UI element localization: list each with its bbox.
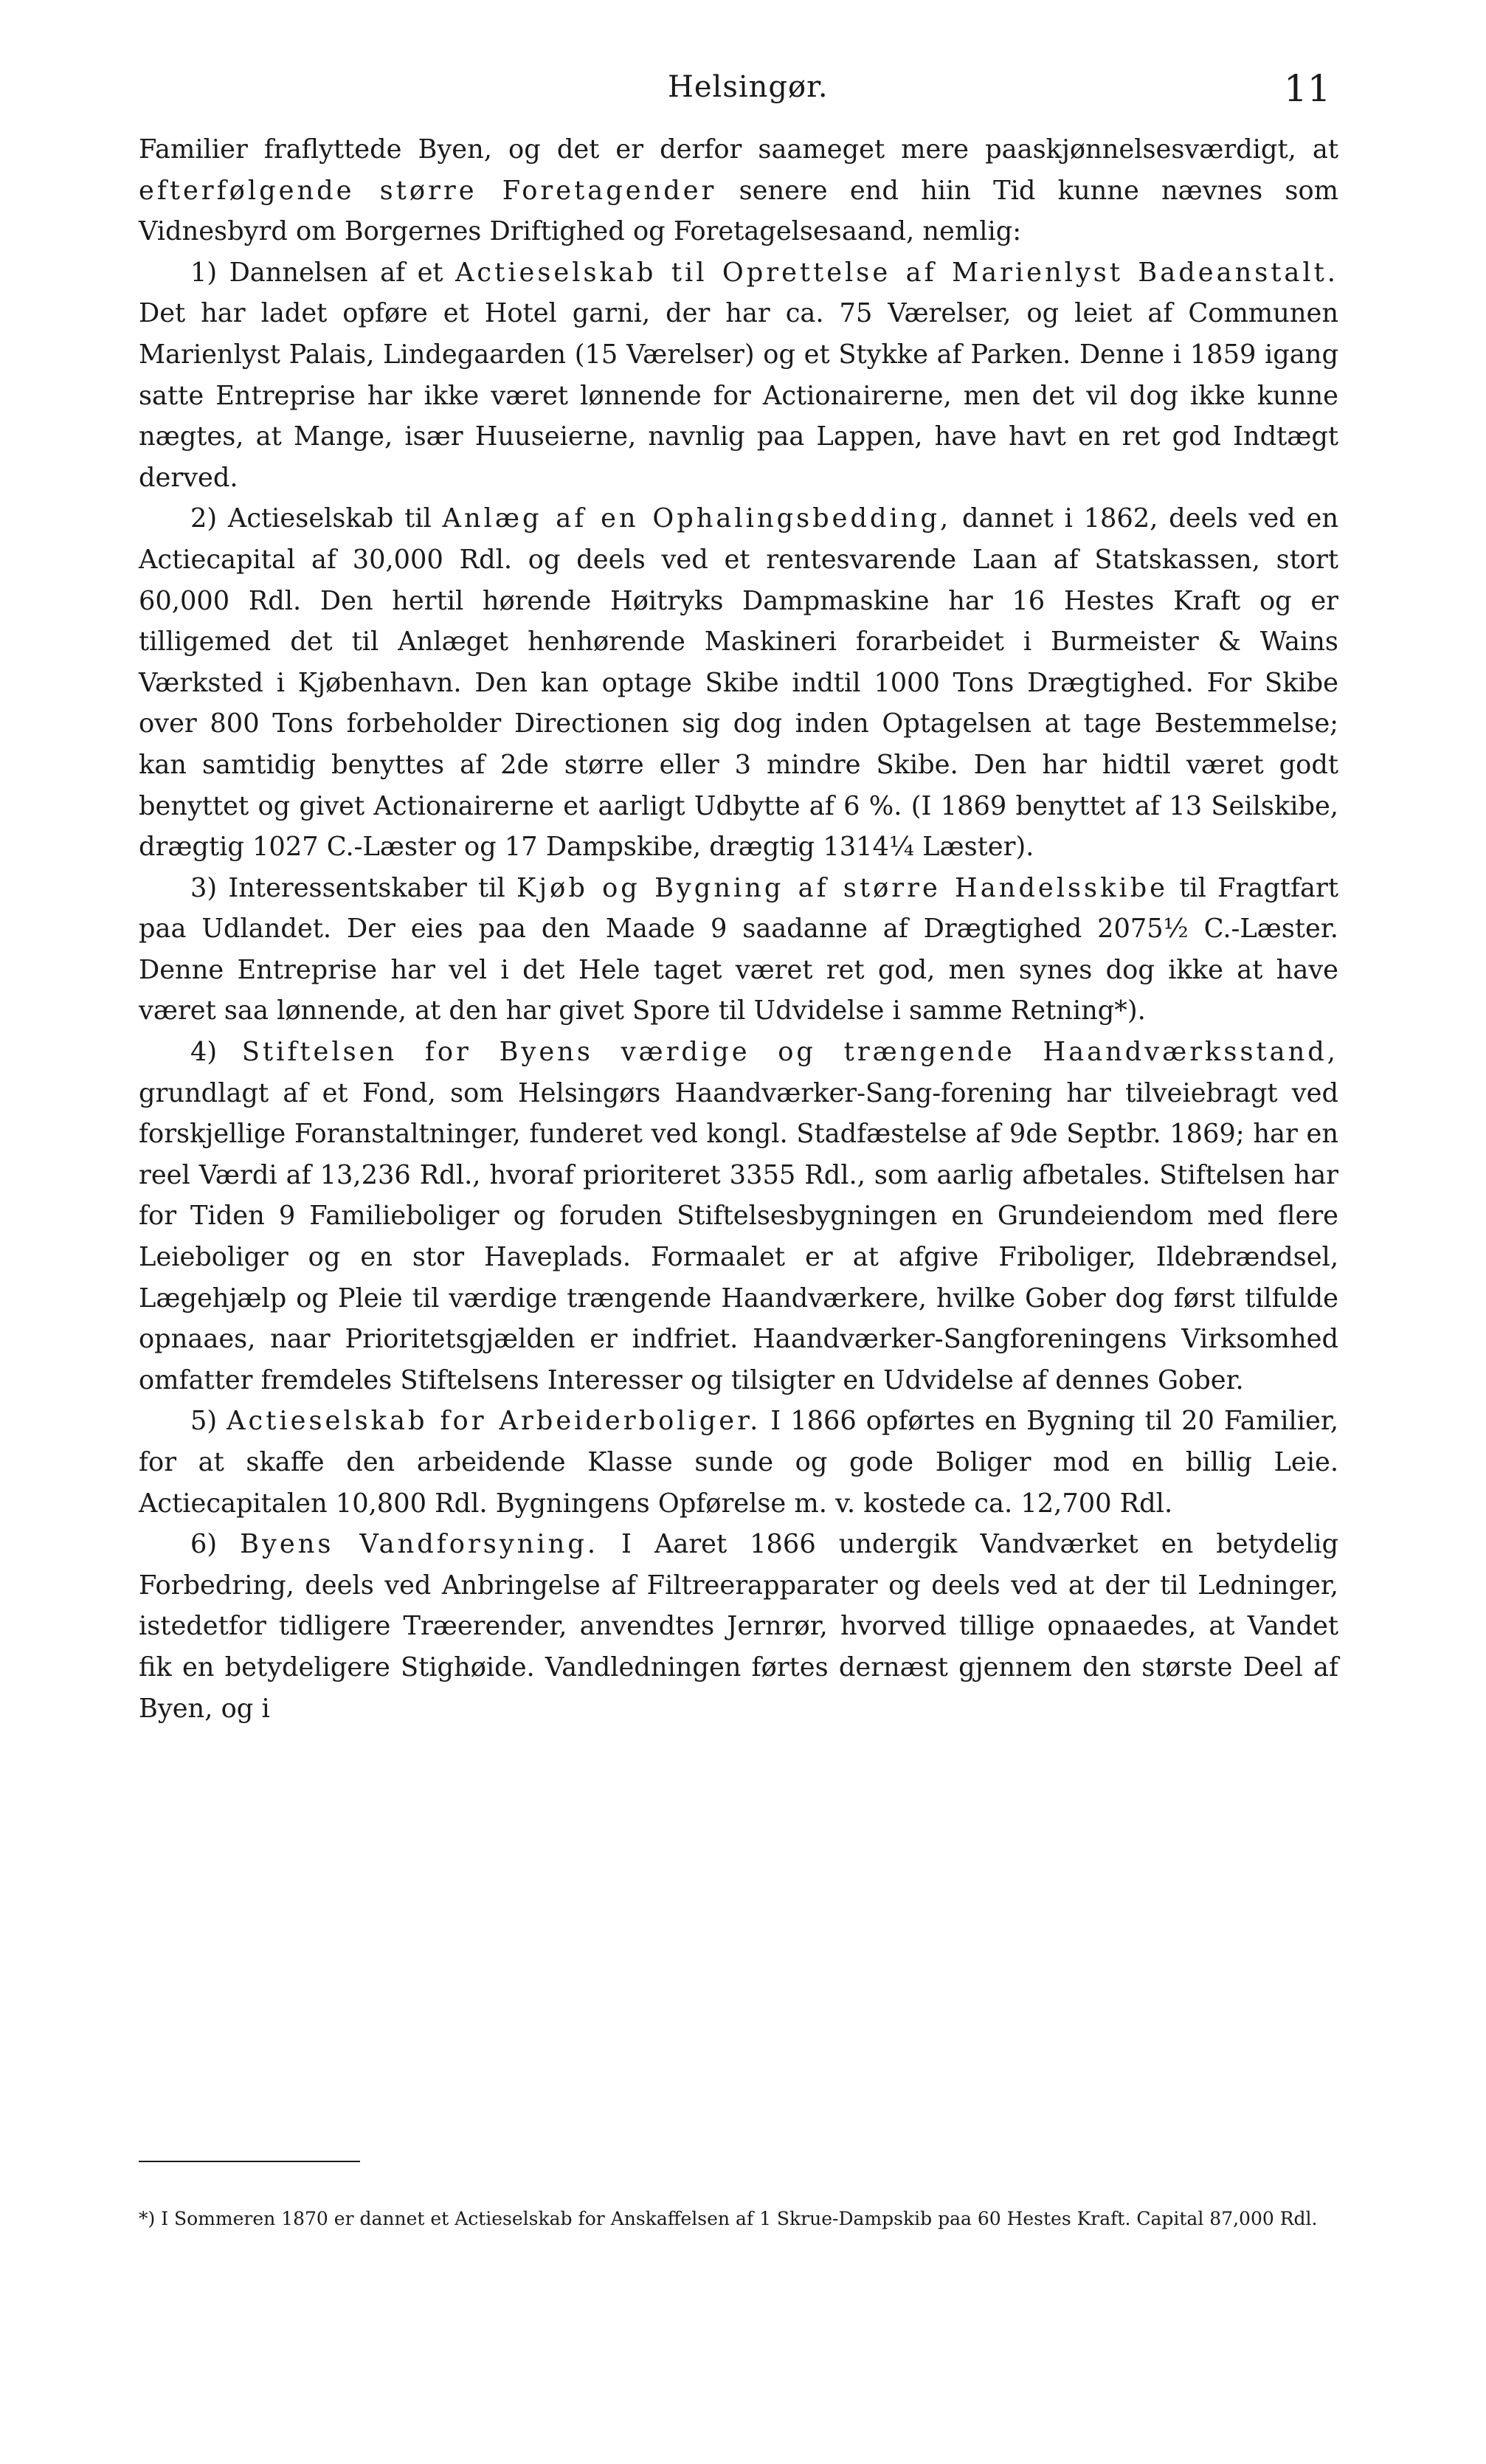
item-3-heading: Kjøb og Bygning af større Handelsskibe xyxy=(516,872,1168,903)
item-4-text: grundlagt af et Fond, som Helsingørs Haandværker-Sang-forening har tilveiebragt ved forskjellige Foranstaltninger, funderet ved kongl. Stadfæstelse af 9de Septbr. 1869; har en reel Værdi af 13,236 Rdl., hvoraf prioriteret 3355 Rdl., som aarlig afbetales. Stiftelsen har for Tiden 9 Familieboliger og foruden Stiftelsesbygningen en Grundeiendom med flere Leieboliger og en stor Haveplads. Formaalet er at afgive Friboliger, Ildebrændsel, Lægehjælp og Pleie til værdige trængende Haandværkere, hvilke Gober dog først tilfulde opnaaes, naar Prioritetsgjælden er indfriet. Haandværker-Sangforeningens Virksomhed omfatter fremdeles Stiftelsens Interesser og tilsigter en Udvidelse af dennes Gober. xyxy=(139,1077,1338,1395)
item-3-number: 3) Interessentskaber til xyxy=(190,872,516,903)
intro-text-end: senere end hiin Tid kunne nævnes som Vidnesbyrd om Borgernes Driftighed og Foretagelsesaand, nemlig: xyxy=(139,175,1338,247)
item-4-number: 4) xyxy=(190,1037,242,1068)
enterprise-item-2 xyxy=(139,498,1338,867)
intro-emphasis: efterfølgende større Foretagender xyxy=(139,175,717,206)
item-2-heading: Anlæg af en Ophalingsbedding, xyxy=(442,503,952,534)
enterprise-item-1 xyxy=(139,252,1338,499)
intro-paragraph xyxy=(139,129,1338,252)
page-number: 11 xyxy=(1284,67,1331,110)
enterprise-item-4 xyxy=(139,1032,1338,1401)
item-1-number: 1) Dannelsen af et xyxy=(190,257,456,288)
item-5-number: 5) xyxy=(190,1406,227,1437)
footnote-rule xyxy=(139,2161,360,2162)
enterprise-item-5 xyxy=(139,1401,1338,1524)
item-5-heading: Actieselskab for Arbeiderboliger. xyxy=(227,1406,761,1437)
item-6-number: 6) xyxy=(190,1529,241,1560)
item-4-heading: Stiftelsen for Byens værdige og trængende Haandværksstand, xyxy=(241,1037,1338,1068)
running-title: Helsingør. xyxy=(668,70,829,104)
running-head xyxy=(0,67,1486,114)
item-6-heading: Byens Vandforsyning. xyxy=(240,1529,599,1560)
intro-text: Familier fraflyttede Byen, og det er derfor saameget mere paaskjønnelsesværdigt, at xyxy=(139,134,1338,165)
enterprise-item-3 xyxy=(139,868,1338,1032)
item-1-heading: Actieselskab til Oprettelse af Marienlyst Badeanstalt. xyxy=(455,257,1338,288)
body-text xyxy=(139,129,1338,1729)
item-2-text: dannet i 1862, deels ved en Actiecapital af 30,000 Rdl. og deels ved et rentesvarende Laan af Statskassen, stort 60,000 Rdl. Den hertil hørende Høitryks Dampmaskine har 16 Hestes Kraft og er tilligemed det til Anlæget henhørende Maskineri forarbeidet i Burmeister & Wains Værksted i Kjøbenhavn. Den kan optage Skibe indtil 1000 Tons Drægtighed. For Skibe over 800 Tons forbeholder Directionen sig dog inden Optagelsen at tage Bestemmelse; kan samtidig benyttes af 2de større eller 3 mindre Skibe. Den har hidtil været godt benyttet og givet Actionairerne et aarligt Udbytte af 6 %. (I 1869 benyttet af 13 Seilskibe, drægtig 1027 C.-Læster og 17 Dampskibe, drægtig 1314¼ Læster). xyxy=(139,503,1338,863)
item-6-text: I Aaret 1866 undergik Vandværket en betydelig Forbedring, deels ved Anbringelse af Filtreerapparater og deels ved at der til Ledninger, istedetfor tidligere Træerender, anvendtes Jernrør, hvorved tillige opnaaedes, at Vandet fik en betydeligere Stighøide. Vandledningen førtes dernæst gjennem den største Deel af Byen, og i xyxy=(139,1529,1338,1724)
item-1-text: Det har ladet opføre et Hotel garni, der har ca. 75 Værelser, og leiet af Communen Marienlyst Palais, Lindegaarden (15 Værelser) og et Stykke af Parken. Denne i 1859 igang satte Entreprise har ikke været lønnende for Actionairerne, men det vil dog ikke kunne nægtes, at Mange, især Huuseierne, navnlig paa Lappen, have havt en ret god Indtægt derved. xyxy=(139,298,1338,493)
enterprise-item-6 xyxy=(139,1524,1338,1729)
footnote: *) I Sommeren 1870 er dannet et Actieselskab for Anskaffelsen af 1 Skrue-Dampskib paa 60 Hestes Kraft. Capital 87,000 Rdl. xyxy=(139,2208,1318,2229)
item-2-number: 2) Actieselskab til xyxy=(190,503,443,534)
item-3-text: til Fragtfart paa Udlandet. Der eies paa den Maade 9 saadanne af Drægtighed 2075½ C.-Læster. Denne Entreprise har vel i det Hele taget været ret god, men synes dog ikke at have været saa lønnende, at den har givet Spore til Udvidelse i samme Retning*). xyxy=(139,872,1338,1026)
item-5-text: I 1866 opførtes en Bygning til 20 Familier, for at skaffe den arbeidende Klasse sunde og gode Boliger mod en billig Leie. Actiecapitalen 10,800 Rdl. Bygningens Opførelse m. v. kostede ca. 12,700 Rdl. xyxy=(139,1406,1338,1519)
